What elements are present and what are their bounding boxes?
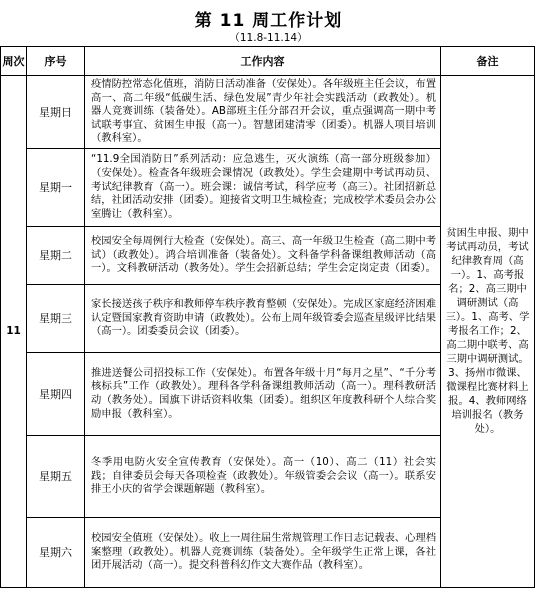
content-text: 疫情防控常态化值班，消防日活动准备（安保处）。各年级班主任会议，布置高一、高二年级“低碳生活、绿色发展”青少年社会实践活动（政教处）。机器人竞赛训练（装备处）。AB部班主任分部召开会议，重点强调高一期中考试联考事宜、贫困生申报（高一）。智慧团建清零（团委）。机器人项目培训（教科室）。 xyxy=(91,78,436,145)
remark-cell xyxy=(441,76,535,588)
content-text: 推进送餐公司招投标工作（安保处）。布置各年级十月“每月之星”、“千分考核标兵”工作（政教处）。理科各学科备课组教师活动（高一）。理科教研活动（教务处）。国旗下讲话资料收集（团委）。组织区年度教科研个人综合奖励申报（教科室）。 xyxy=(91,366,436,420)
content-text: 校园安全每周例行大检查（安保处）。高三、高一年级卫生检查（高二期中考试）（政教处）。鸿合培训准备（装备处）。文科备学科备课组教师活动（高一）。文科教研活动（教务处）。学生会招新总结；学生会定岗定责（团委）。 xyxy=(91,235,436,275)
content-cell xyxy=(85,76,441,149)
table-row xyxy=(1,76,535,149)
page-title: 第 11 周工作计划 xyxy=(194,11,343,31)
content-cell xyxy=(85,148,441,226)
week-number: 11 xyxy=(1,76,27,588)
day-cell: 星期二 xyxy=(27,226,85,284)
content-text: 家长接送孩子秩序和教师停车秩序教育整顿（安保处）。完成区家庭经济困难认定暨国家教育资助申请（政教处）。公布上周年级管委会巡查星级评比结果（高一）。团委委员会议（团委）。 xyxy=(91,298,436,338)
day-cell: 星期日 xyxy=(27,76,85,149)
remark-text: 贫困生申报、期中考试再动员，考试纪律教育周（高一）。1、高考报名；2、高三期中调研测试（高三）。1、高考、学考报名工作；2、高二期中联考、高三期中调研测试。3、扬州市微课、微课程比赛材料上报。4、教师网络培训报名（教务处）。 xyxy=(445,227,530,436)
day-cell: 星期五 xyxy=(27,435,85,517)
day-cell: 星期四 xyxy=(27,352,85,435)
day-cell: 星期三 xyxy=(27,284,85,352)
content-text: 冬季用电防火安全宣传教育（安保处）。高一（10）、高二（11）社会实践；自律委员会每天各项检查（政教处）。年级管委会会议（高一）。联系安排王小庆的省学会课题解题（教科室）。 xyxy=(91,456,436,496)
content-cell xyxy=(85,352,441,435)
content-cell xyxy=(85,226,441,284)
content-cell xyxy=(85,284,441,352)
schedule-table xyxy=(0,46,535,588)
day-cell: 星期六 xyxy=(27,517,85,587)
date-range: （11.8-11.14） xyxy=(229,32,308,44)
header-content: 工作内容 xyxy=(85,47,441,76)
content-cell xyxy=(85,517,441,587)
header-week: 周次 xyxy=(1,47,27,76)
content-cell xyxy=(85,435,441,517)
day-cell: 星期一 xyxy=(27,148,85,226)
header-index: 序号 xyxy=(27,47,85,76)
content-text: 校园安全值班（安保处）。收上一周往届生常规管理工作日志记载表、心理档案整理（政教处）。机器人竞赛训练（装备处）。全年级学生正常上课，各社团开展活动（高一）。提交科普科幻作文大赛作品（教科室）。 xyxy=(91,532,436,572)
header-row xyxy=(1,47,535,76)
header-remark: 备注 xyxy=(441,47,535,76)
content-text: “11.9全国消防日”系列活动：应急逃生，灭火演练（高一部分班级参加）（安保处）。检查各年级班会课情况（政教处）。学生会建期中考试再动员、考试纪律教育（高一）。班会课：诚信考试，科学应考（高三）。社团招新总结，社团活动安排（团委）。迎接省文明卫生城检查；完成校学术委员会办公室腾让（教科室）。 xyxy=(91,153,436,220)
